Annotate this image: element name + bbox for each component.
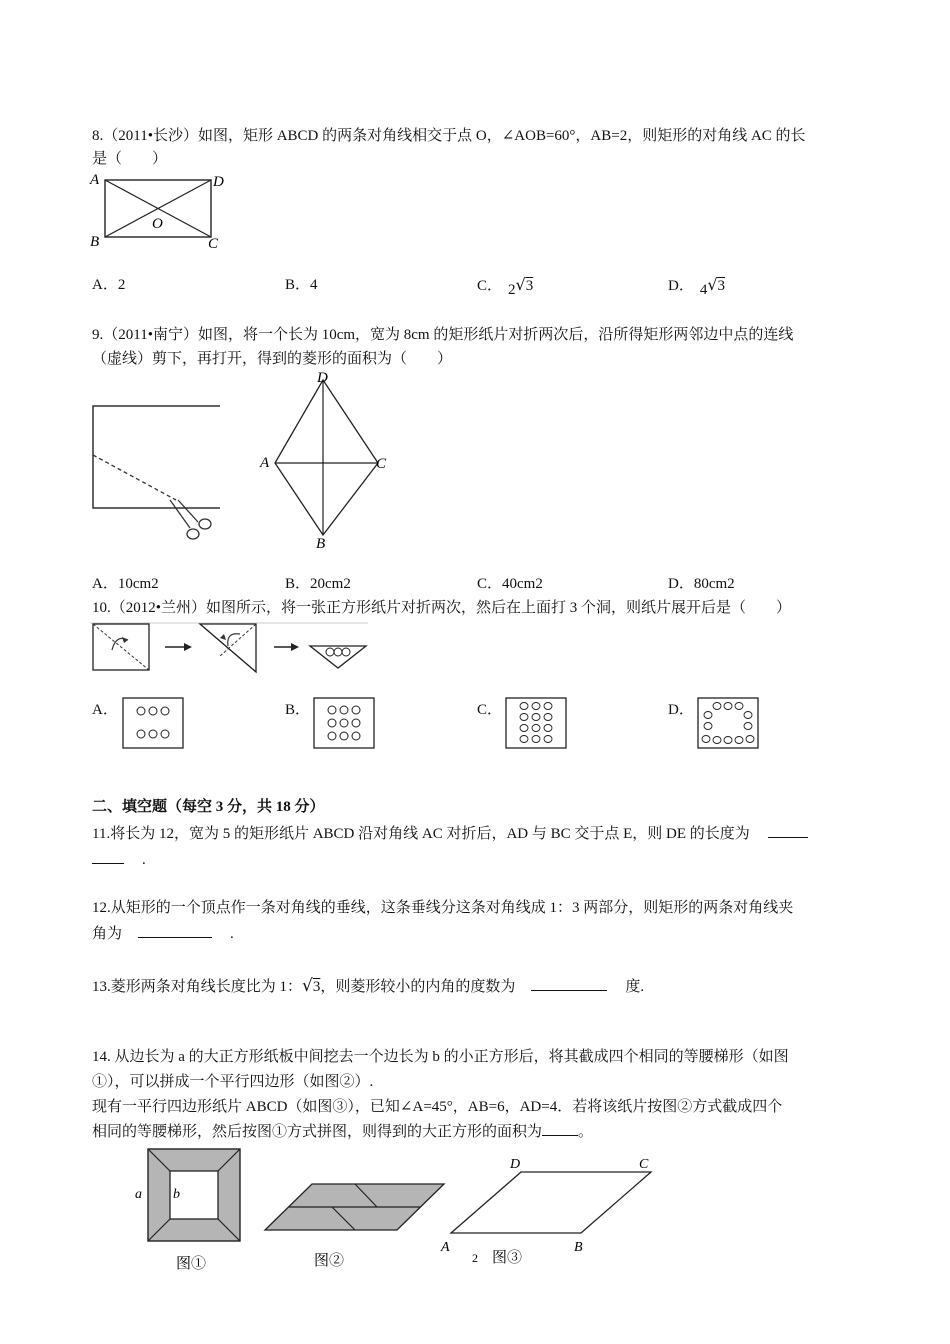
q14-text-line1: 14. 从边长为 a 的大正方形纸板中间挖去一个边长为 b 的小正方形后，将其截成四个相同的等腰梯形（如图 xyxy=(92,1049,789,1065)
q9-option-c[interactable]: C．40cm2 xyxy=(477,576,543,592)
q9-option-b[interactable]: B．20cm2 xyxy=(285,576,351,592)
q10-text-line1: 10.（2012•兰州）如图所示，将一张正方形纸片对折两次，然后在上面打 3 个洞，则纸片展开后是（ ） xyxy=(92,600,792,616)
q9-label-c: C xyxy=(376,456,387,472)
q8-label-b: B xyxy=(90,234,100,250)
scissors-icon xyxy=(170,500,211,539)
q14-fig1-label-a: a xyxy=(135,1187,142,1202)
q9-option-d[interactable]: D．80cm2 xyxy=(668,576,735,592)
q8-option-a[interactable]: A．2 xyxy=(92,277,126,293)
q10-option-d-figure[interactable] xyxy=(697,697,759,749)
section-title-fill-in: 二、填空题（每空 3 分，共 18 分） xyxy=(92,799,325,815)
q14-text-line3: 现有一平行四边形纸片 ABCD（如图③），已知∠A=45°，AB=6，AD=4．若将该纸片按图②方式截成四个 xyxy=(92,1099,783,1115)
q11-answer-blank-cont[interactable] xyxy=(92,849,124,864)
arrow-right-icon xyxy=(291,643,299,651)
q14-fig3-label-b: B xyxy=(574,1240,583,1255)
q8-text-line1: 8.（2011•长沙）如图，矩形 ABCD 的两条对角线相交于点 O，∠AOB=60°，AB=2，则矩形的对角线 AC 的长 xyxy=(92,128,806,144)
q9-label-b: B xyxy=(316,536,326,552)
q14-figure1-square-frame xyxy=(130,1145,250,1275)
q8-option-b[interactable]: B．4 xyxy=(285,277,318,293)
q9-text-line2: （虚线）剪下，再打开，得到的菱形的面积为（ ） xyxy=(92,351,453,367)
q14-fig3-caption: 图③ xyxy=(492,1250,523,1266)
q10-option-b-figure[interactable] xyxy=(313,697,375,749)
q8-rectangle-figure xyxy=(86,168,236,258)
page-number: 2 xyxy=(472,1251,478,1265)
q9-label-a: A xyxy=(260,455,270,471)
q11-answer-blank[interactable] xyxy=(768,823,808,838)
q13-answer-blank[interactable] xyxy=(531,976,607,991)
sqrt-symbol: √ xyxy=(707,275,718,294)
sqrt-symbol: √ xyxy=(515,275,526,294)
q12-text-line1: 12.从矩形的一个顶点作一条对角线的垂线，这条垂线分这条对角线成 1：3 两部分，则矩形的两条对角线夹 xyxy=(92,900,794,916)
q14-figure2-parallelogram xyxy=(262,1178,448,1273)
q9-option-a[interactable]: A．10cm2 xyxy=(92,576,159,592)
q10-option-d-letter[interactable]: D． xyxy=(668,702,694,718)
q13-text: 13.菱形两条对角线长度比为 1：√3，则菱形较小的内角的度数为 度. xyxy=(92,976,645,996)
q10-option-c-letter[interactable]: C． xyxy=(477,702,503,718)
q8-option-c[interactable]: C． 2√3 xyxy=(477,275,534,298)
q14-fig1-label-b: b xyxy=(173,1187,180,1202)
q10-option-b-letter[interactable]: B． xyxy=(285,702,311,718)
q10-folding-figure xyxy=(90,620,370,675)
q14-fig1-caption: 图① xyxy=(176,1256,207,1272)
q8-label-d: D xyxy=(213,174,224,190)
arrow-right-icon xyxy=(184,643,192,651)
q9-rhombus-figure xyxy=(258,368,393,553)
q8-text-line2: 是（ ） xyxy=(92,151,168,167)
q12-answer-blank[interactable] xyxy=(138,923,212,938)
q14-fig3-label-d: D xyxy=(510,1157,521,1172)
sqrt-symbol: √ xyxy=(302,976,313,996)
q14-text-line2: ①），可以拼成一个平行四边形（如图②）. xyxy=(92,1074,374,1090)
q14-text-line4: 相同的等腰梯形，然后按图①方式拼图，则得到的大正方形的面积为 。 xyxy=(92,1121,593,1142)
q9-text-line1: 9.（2011•南宁）如图，将一个长为 10cm，宽为 8cm 的矩形纸片对折两次后，沿所得矩形两邻边中点的连线 xyxy=(92,327,794,343)
q8-option-d[interactable]: D． 4√3 xyxy=(668,275,726,298)
q9-label-d: D xyxy=(317,370,328,386)
q10-option-c-figure[interactable] xyxy=(505,697,567,749)
q14-fig3-label-c: C xyxy=(639,1157,649,1172)
q10-option-a-figure[interactable] xyxy=(122,697,184,749)
q14-fig2-caption: 图② xyxy=(314,1253,345,1269)
q8-label-a: A xyxy=(90,172,100,188)
q12-text-line2: 角为 . xyxy=(92,923,234,944)
q14-answer-blank[interactable] xyxy=(542,1121,578,1136)
q8-label-c: C xyxy=(208,236,219,252)
q11-text-line2: . xyxy=(92,849,146,870)
q14-figure3-parallelogram-abcd xyxy=(435,1150,660,1275)
q14-fig3-label-a: A xyxy=(441,1240,450,1255)
q10-option-a-letter[interactable]: A． xyxy=(92,702,118,718)
q9-cut-rectangle-figure xyxy=(90,400,220,545)
q11-text-line1: 11.将长为 12，宽为 5 的矩形纸片 ABCD 沿对角线 AC 对折后，AD 与 BC 交于点 E，则 DE 的长度为 xyxy=(92,823,808,844)
q8-label-o: O xyxy=(152,216,163,232)
